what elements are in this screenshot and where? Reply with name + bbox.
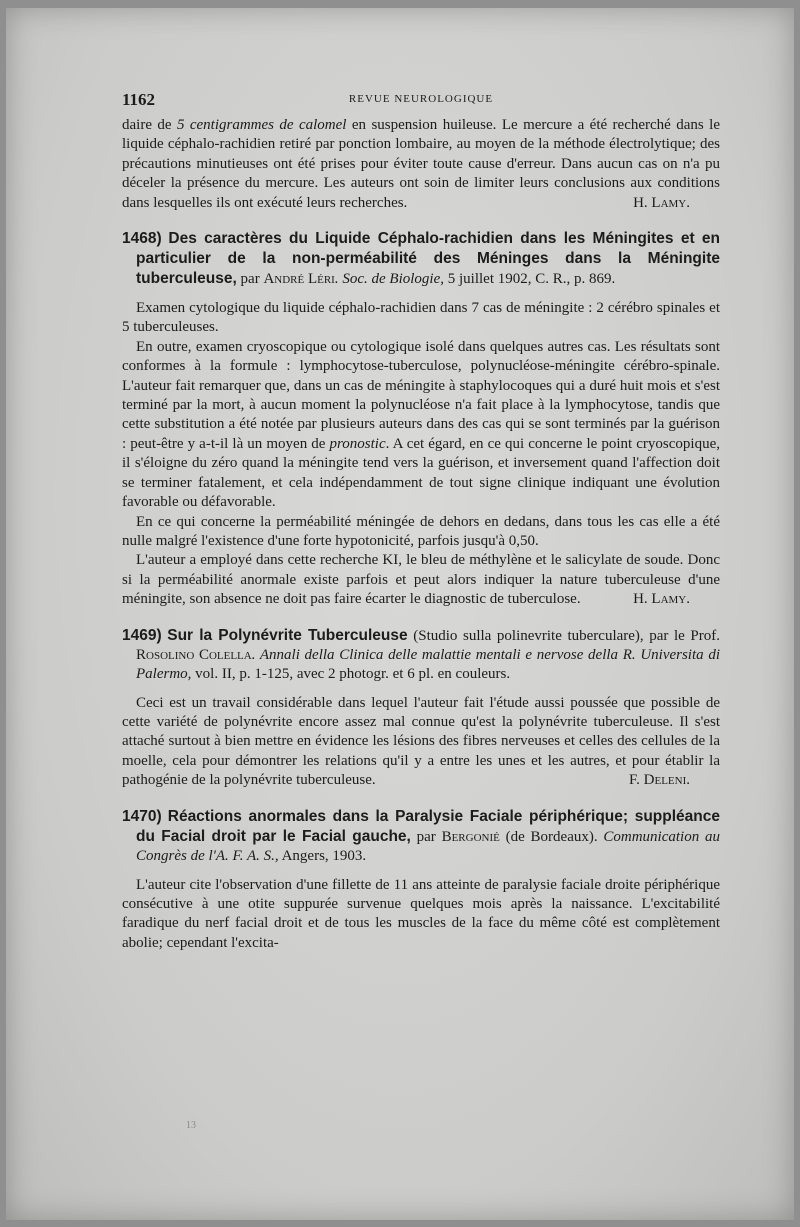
footer-mark: 13	[186, 1120, 196, 1131]
entry-1469-body: Ceci est un travail considérable dans lequel l'auteur fait l'étude aussi poussée que possible de cette variété de polynévrite encore assez mal connue qu'est la polynévrite tuberculeuse. Il s'est attaché surtout à bien mettre en évidence les lésions des fibres nerveuses et celles des cellules de la moelle, cela pour démontrer les relations qu'il y a entre les unes et les autres, et pour établir la pathogénie de la polynévrite tuberculeuse. F. Deleni.	[122, 694, 720, 791]
author: Rosolino Colella	[136, 646, 252, 663]
entry-1469-heading: 1469) Sur la Polynévrite Tuberculeuse (Studio sulla polinevrite tuberculare), par le Prof. Rosolino Colella. Annali della Clinica delle malattie mentali e nervose della R. Universita di Palermo, vol. II, p. 1-125, avec 2 photogr. et 6 pl. en couleurs.	[122, 626, 720, 682]
entry-1468-body: Examen cytologique du liquide céphalo-rachidien dans 7 cas de méningite : 2 cérébro spinales et 5 tuberculeuses. En outre, examen cryoscopique ou cytologique isolé dans quelques autres cas. Les résultats sont conformes à la formule : lymphocytose-tuberculose, polynucléose-méningite cérébro-spinale. L'auteur fait remarquer que, dans un cas de méningite à staphylocoques qui a duré huit mois et s'est terminé par la mort, à aucun moment la polynucléose n'a fait place à la lymphocytose, tandis que cette substitution a été notée par plusieurs auteurs dans des cas qui se sont terminés par la guérison : peut-être y a-t-il là un moyen de pronostic. A cet égard, en ce qui concerne le point cryoscopique, il s'éloigne du zéro quand la méningite tend vers la guérison, et inversement quand l'affection doit se terminer fatalement, et cela indépendamment de tout signe clinique indiquant une évolution favorable ou défavorable. En ce qui concerne la perméabilité méningée de dehors en dedans, dans tous les cas elle a été nulle malgré l'existence d'une forte hypotonicité, parfois jusqu'à 0,50. L'auteur a employé dans cette recherche KI, le bleu de méthylène et le salicylate de soude. Donc si la perméabilité anormale existe parfois et peut alors indiquer la nature tuberculeuse d'une méningite, son absence ne doit pas faire écarter le diagnostic de tuberculose. H. Lamy.	[122, 299, 720, 610]
page-content	[122, 90, 720, 953]
signature: F. Deleni.	[629, 772, 690, 789]
signature: H. Lamy.	[633, 591, 690, 608]
document-page	[6, 8, 794, 1220]
top-paragraph: daire de 5 centigrammes de calomel en suspension huileuse. Le mercure a été recherché dans le liquide céphalo-rachidien retiré par ponction lombaire, au moyen de la méthode électrolytique; des précautions minutieuses ont été prises pour éviter toute cause d'erreur. Dans aucun cas on n'a pu déceler la présence du mercure. Les auteurs ont soin de limiter leurs conclusions aux conditions dans lesquelles ils ont exécuté leurs recherches. H. Lamy.	[122, 116, 720, 213]
entry-1470-heading: 1470) Réactions anormales dans la Paralysie Faciale périphérique; suppléance du Facial droit par le Facial gauche, par Bergonié (de Bordeaux). Communication au Congrès de l'A. F. A. S., Angers, 1903.	[122, 807, 720, 864]
signature: H. Lamy.	[633, 194, 690, 211]
author: André Léri	[263, 271, 335, 288]
entry-title: Réactions anormales dans la Paralysie Faciale périphérique; suppléance du Facial droit par le Facial gauche,	[136, 807, 720, 845]
author: Bergonié	[441, 828, 500, 845]
entry-title: Des caractères du Liquide Céphalo-rachidien dans les Méningites et en particulier de la non-perméabilité des Méninges dans la Méningite tuberculeuse,	[136, 230, 720, 288]
page-header	[122, 90, 720, 116]
entry-1470-body: L'auteur cite l'observation d'une fillette de 11 ans atteinte de paralysie faciale droite périphérique consécutive à une otite suppurée survenue quelques mois après la naissance. L'excitabilité faradique du nerf facial droit et de tous les muscles de la face du même côté est complètement abolie; cependant l'excita-	[122, 876, 720, 951]
entry-1468-heading: 1468) Des caractères du Liquide Céphalo-rachidien dans les Méningites et en particulier de la non-perméabilité des Méninges dans la Méningite tuberculeuse, par André Léri. Soc. de Biologie, 5 juillet 1902, C. R., p. 869.	[122, 230, 720, 288]
running-title: REVUE NEUROLOGIQUE	[348, 93, 494, 105]
page-number: 1162	[122, 90, 156, 109]
entry-title: Sur la Polynévrite Tuberculeuse	[167, 626, 408, 644]
